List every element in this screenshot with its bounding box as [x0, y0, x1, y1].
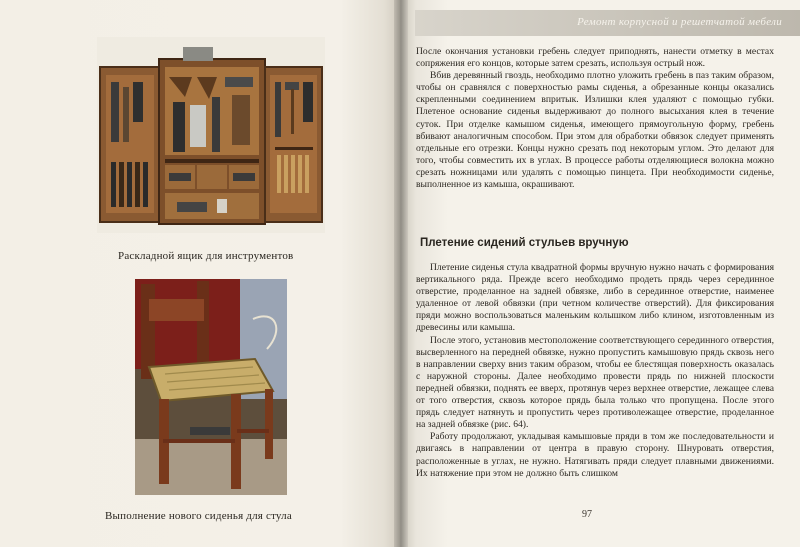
caption-chair: Выполнение нового сиденья для стула — [105, 510, 292, 522]
book-gutter — [394, 0, 408, 547]
paragraph: После окончания установки гребень следует приподнять, нанести отметку в местах сопряжения его концов, которые затем срезать, используя острый нож. — [416, 46, 774, 70]
paragraph: После этого, установив местоположение соответствующего серединного отверстия, высверленного на передней обвязке, нужно пропустить камышовую прядь сквозь него в направлении сверху вниз таким образом, чтобы ее блестящая поверхность оказалась с наружной стороны. Далее необходимо провести прядь по нижней плоскости передней обвязки, поднять ее вверх, протянув через верхнее отверстие, лежащее слева от того отверстия, сквозь которое прядь была только что пропущена. После этого прядь следует натянуть и пропустить через противолежащее отверстие, проделанное на задней обвязке (рис. 64). — [416, 334, 774, 431]
paragraph: Работу продолжают, укладывая камышовые пряди в том же последовательности и двигаясь в направлении от центра в правую сторону. Шнуровать отверстия, расположенные в углах, не нужно. Натягивать пряди следует плавными движениями. Их натяжение при этом не должно быть слишком — [416, 431, 774, 479]
tool-cabinet-photo — [97, 37, 325, 233]
caption-tool-cabinet: Раскладной ящик для инструментов — [118, 250, 294, 262]
running-header-title: Ремонт корпусной и решетчатой мебели — [577, 16, 782, 28]
running-header — [415, 10, 800, 36]
paragraph: Вбив деревянный гвоздь, необходимо плотно уложить гребень в паз таким образом, чтобы он сравнялся с поверхностью рамы сиденья, а обрезанные концы оказались скрепленными соединением впритык. Излишки клея удаляют с помощью губки. Плетеное основание сиденья выдерживают до полного высыхания клея в течение суток. При отделке камышом сиденья, имеющего прямоугольную форму, гребень вбивают аналогичным способом. При этом для обработки обвязок следует применять отдельные его отрезки. Концы нужно срезать под некоторым углом. Это делают для того, чтобы совместить их в углах. В процессе работы отделяющиеся волокна можно срезать ножницами или удалять с помощью пинцета. При необходимости сиденье, выполненное из камыша, окрашивают. — [416, 70, 774, 191]
page-number: 97 — [582, 509, 592, 520]
paragraph: Плетение сиденья стула квадратной формы вручную нужно начать с формирования вертикального ряда. Прежде всего необходимо продеть прядь через серединное отверстие, проделанное на задней обвязке, либо в серединное отверстие, наименее удаленное от левой обвязки (при четном количестве отверстий). Для фиксирования пряди можно воспользоваться маленьким колышком либо клином, изготовленным из древесины или камыша. — [416, 262, 774, 334]
body-text-bottom — [416, 262, 774, 480]
chair-photo — [135, 279, 287, 495]
body-text-top — [416, 46, 774, 191]
section-heading: Плетение сидений стульев вручную — [420, 237, 629, 249]
